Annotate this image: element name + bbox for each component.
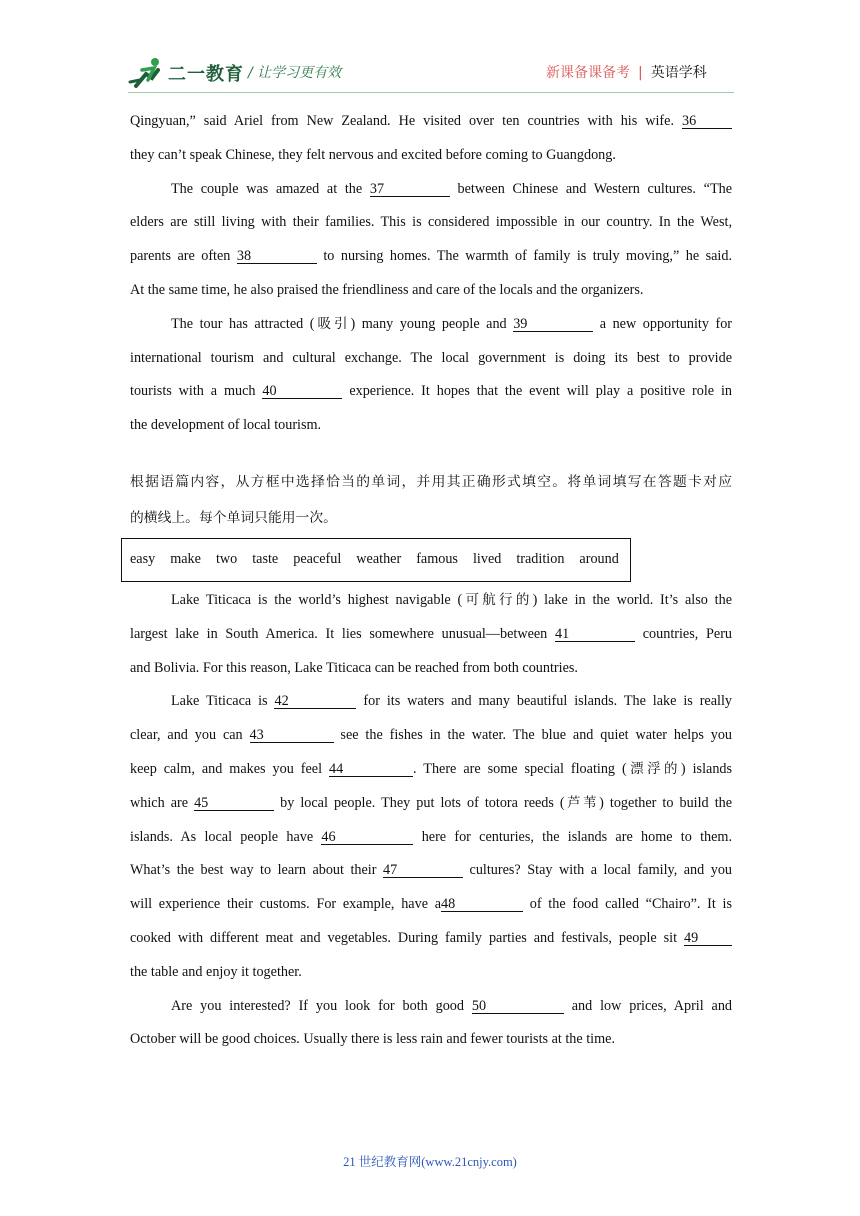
text-line: clear, and you can 43 see the fishes in the water. The blue and quiet water helps you [130, 727, 733, 744]
blank-38[interactable]: 38 [237, 249, 317, 264]
instruction-line: 的横线上。每个单词只能用一次。 [130, 509, 337, 526]
blank-46[interactable]: 46 [321, 830, 413, 845]
text-line: cooked with different meat and vegetables. During family parties and festivals, people sit 49 [130, 922, 732, 956]
text-line: tourists with a much 40 experience. It hopes that the event will play a positive role in [130, 383, 733, 400]
word-bank-item: make [170, 551, 201, 568]
blank-44[interactable]: 44 [329, 762, 413, 777]
text-line: largest lake in South America. It lies somewhere unusual—between 41 countries, Peru [130, 625, 733, 642]
logo-text: 二一教育 [168, 64, 244, 85]
word-bank-item: taste [252, 551, 279, 568]
text-line: The couple was amazed at the 37 between Chinese and Western cultures. “The [171, 180, 732, 197]
text-line: What’s the best way to learn about their 47 cultures? Stay with a local family, and you [130, 862, 733, 879]
text-line: and Bolivia. For this reason, Lake Titicaca can be reached from both countries. [130, 659, 578, 676]
word-bank-item: tradition [516, 551, 565, 568]
blank-36[interactable]: 36 [682, 114, 732, 129]
text-line: Are you interested? If you look for both good 50 and low prices, April and [171, 997, 733, 1014]
text-line: keep calm, and makes you feel 44 . There are some special floating (漂浮的) islands [130, 760, 733, 777]
blank-40[interactable]: 40 [262, 384, 342, 399]
word-bank-item: two [215, 551, 238, 568]
blank-39[interactable]: 39 [513, 317, 593, 332]
text-line: The tour has attracted (吸引) many young people and 39 a new opportunity for [171, 315, 733, 332]
word-bank-item: weather [356, 551, 402, 568]
word-bank-item: famous [416, 551, 458, 568]
header-separator: | [638, 65, 643, 81]
text-line: will experience their customs. For example, have a48 of the food called “Chairo”. It is [130, 896, 732, 913]
instruction-line: 根据语篇内容，从方框中选择恰当的单词，并用其正确形式填空。将单词填写在答题卡对应 [130, 473, 732, 490]
blank-47[interactable]: 47 [383, 863, 463, 878]
page-footer: 21 世纪教育网(www.21cnjy.com) [343, 1155, 517, 1169]
blank-48[interactable]: 48 [441, 897, 523, 912]
text-line: parents are often 38 to nursing homes. The warmth of family is truly moving,” he said. [130, 248, 732, 265]
text-line: the table and enjoy it together. [130, 963, 302, 980]
blank-43[interactable]: 43 [250, 728, 334, 743]
tagline: 新课备课备考 [546, 65, 630, 81]
text-line: October will be good choices. Usually there is less rain and fewer tourists at the time. [130, 1031, 616, 1048]
word-bank-item: peaceful [293, 551, 342, 568]
blank-50[interactable]: 50 [472, 999, 564, 1014]
header-divider [128, 92, 734, 93]
blank-49[interactable]: 49 [684, 931, 732, 946]
text-line: international tourism and cultural exchange. The local government is doing its best to provide [130, 349, 732, 366]
text-line: At the same time, he also praised the friendliness and care of the locals and the organizers. [130, 281, 644, 298]
word-bank-item: around [579, 551, 619, 568]
word-bank [121, 538, 631, 582]
blank-37[interactable]: 37 [370, 182, 450, 197]
text-line: elders are still living with their families. This is considered impossible in our country. In the West, [130, 214, 732, 231]
text-line: Lake Titicaca is the world’s highest navigable (可航行的) lake in the world. It’s also the [171, 591, 733, 608]
header-right [546, 62, 707, 82]
word-bank-item: lived [472, 551, 502, 568]
text-line: Lake Titicaca is 42 for its waters and many beautiful islands. The lake is really [171, 693, 732, 710]
text-line: they can’t speak Chinese, they felt nervous and excited before coming to Guangdong. [130, 146, 616, 163]
blank-45[interactable]: 45 [194, 796, 274, 811]
runner-logo-icon [128, 56, 168, 90]
document-body [130, 105, 732, 1057]
text-line: the development of local tourism. [130, 417, 322, 434]
slogan: / 让学习更有效 [248, 65, 342, 81]
word-bank-item: easy [130, 551, 156, 568]
logo [128, 56, 268, 90]
subject-label: 英语学科 [650, 65, 707, 81]
text-line: which are 45 by local people. They put lots of totora reeds (芦苇) together to build the [130, 794, 733, 811]
page-header [0, 0, 860, 100]
text-line: Qingyuan,” said Ariel from New Zealand. He visited over ten countries with his wife. 36 [130, 105, 732, 139]
blank-42[interactable]: 42 [274, 694, 356, 709]
text-line: islands. As local people have 46 here for centuries, the islands are home to them. [130, 828, 733, 845]
blank-41[interactable]: 41 [555, 627, 635, 642]
